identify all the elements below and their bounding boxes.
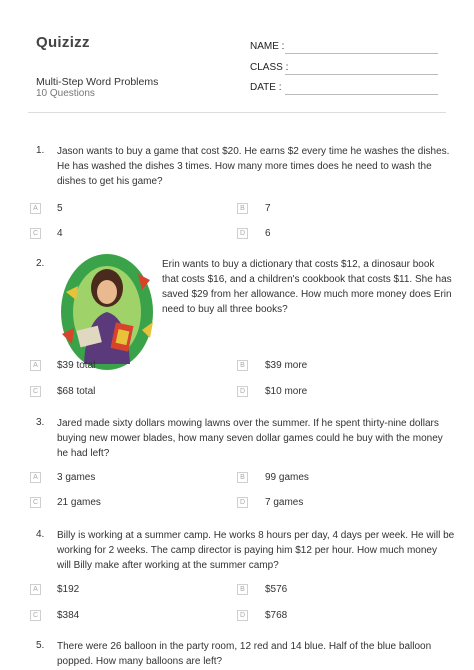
option-d-text: 7 games (265, 497, 304, 508)
question-number: 4. (36, 529, 45, 540)
option-b-text: $576 (265, 584, 288, 595)
option-a-text: 3 games (57, 472, 96, 483)
option-c-text: 4 (57, 228, 63, 239)
option-c-text: 21 games (57, 497, 101, 508)
option-b-box[interactable]: B (237, 203, 248, 214)
question-number: 5. (36, 640, 45, 651)
class-field[interactable] (285, 74, 438, 75)
question-number: 2. (36, 258, 45, 269)
question-text: Erin wants to buy a dictionary that costs $12, a dinosaur book that costs $16, and a children's cookbook that costs $11. She has saved $29 from her allowance. How much more money does Erin need to buy all three books? (162, 259, 452, 315)
option-b-text: 99 games (265, 472, 309, 483)
option-c-box[interactable]: C (30, 386, 41, 397)
option-c-box[interactable]: C (30, 228, 41, 239)
option-a-text: 5 (57, 203, 63, 214)
name-field[interactable] (285, 53, 438, 54)
option-b-box[interactable]: B (237, 360, 248, 371)
question-text: There were 26 balloon in the party room, 12 red and 14 blue. Half of the blue balloon popped. How many balloons are left? (57, 641, 432, 667)
option-d-box[interactable]: D (237, 497, 248, 508)
option-b-text: 7 (265, 203, 271, 214)
date-label: DATE : (250, 82, 282, 93)
woman-with-books-clipart (58, 252, 156, 372)
option-a-box[interactable]: A (30, 203, 41, 214)
question-text: Billy is working at a summer camp. He works 8 hours per day, 4 days per week. He will be working for 2 weeks. The camp director is paying him $12 per hour. How much money will Billy make after working at the summer camp? (57, 530, 455, 571)
option-d-text: 6 (265, 228, 271, 239)
option-b-text: $39 more (265, 360, 308, 371)
option-c-text: $384 (57, 610, 80, 621)
option-d-text: $10 more (265, 386, 308, 397)
date-field[interactable] (285, 94, 438, 95)
option-b-box[interactable]: B (237, 584, 248, 595)
question-number: 1. (36, 145, 45, 156)
option-a-text: $39 total (57, 360, 96, 371)
quizizz-logo: Quizizz (36, 34, 90, 51)
option-d-box[interactable]: D (237, 610, 248, 621)
question-text: Jared made sixty dollars mowing lawns over the summer. If he spent thirty-nine dollars buying new mower blades, how many seven dollar games could he buy with the money he had left? (57, 418, 443, 459)
worksheet-title: Multi-Step Word Problems (36, 76, 159, 88)
option-a-box[interactable]: A (30, 472, 41, 483)
question-count: 10 Questions (36, 88, 95, 99)
option-b-box[interactable]: B (237, 472, 248, 483)
class-label: CLASS : (250, 62, 289, 73)
option-c-text: $68 total (57, 386, 96, 397)
option-a-text: $192 (57, 584, 80, 595)
option-c-box[interactable]: C (30, 497, 41, 508)
question-number: 3. (36, 417, 45, 428)
name-label: NAME : (250, 41, 285, 52)
question-text: Jason wants to buy a game that cost $20. He earns $2 every time he washes the dishes. He has washed the dishes 3 times. How many more times does he need to wash the dishes to get his game? (57, 146, 450, 187)
option-d-box[interactable]: D (237, 386, 248, 397)
option-d-box[interactable]: D (237, 228, 248, 239)
option-c-box[interactable]: C (30, 610, 41, 621)
header-divider (28, 112, 446, 113)
option-a-box[interactable]: A (30, 584, 41, 595)
option-d-text: $768 (265, 610, 288, 621)
option-a-box[interactable]: A (30, 360, 41, 371)
